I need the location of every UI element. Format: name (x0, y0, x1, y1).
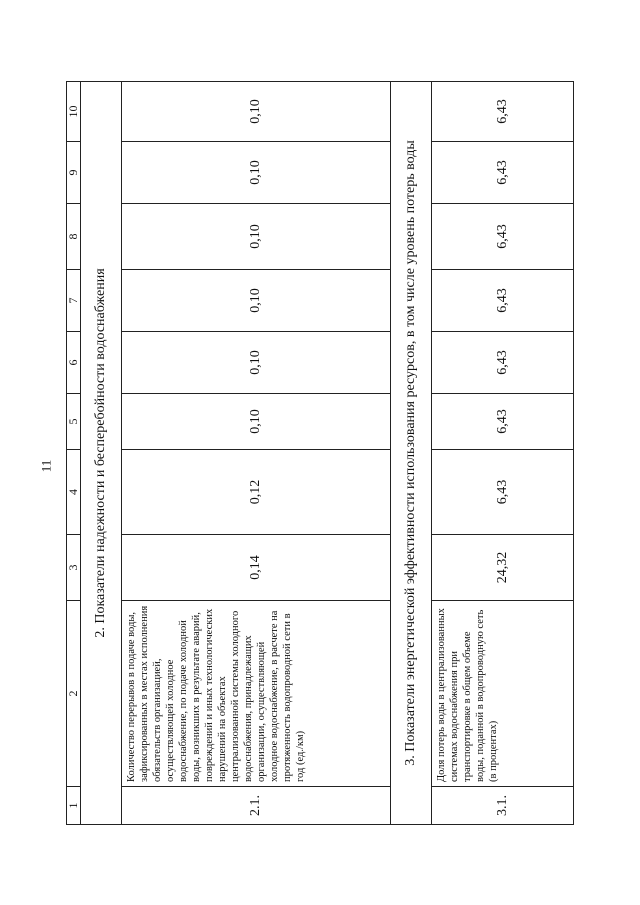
indicator-description: Доля потерь воды в централизованных системах водоснабжения при транспортировке в общем объеме воды, поданной в водопроводную сеть (в процентах) (432, 601, 574, 787)
page-number: 11 (38, 459, 54, 473)
indicator-value: 6,43 (432, 142, 574, 204)
indicator-value: 0,10 (122, 142, 391, 204)
indicator-value: 6,43 (432, 82, 574, 142)
col-number: 2 (67, 601, 81, 787)
section-3-row (391, 82, 432, 825)
indicator-value: 0,10 (122, 82, 391, 142)
column-number-row (67, 82, 81, 825)
indicator-value: 6,43 (432, 332, 574, 394)
col-number: 5 (67, 394, 81, 450)
indicator-value: 0,10 (122, 332, 391, 394)
indicator-value: 6,43 (432, 394, 574, 450)
indicator-value: 24,32 (432, 535, 574, 601)
section-3-title: 3. Показатели энергетической эффективности использования ресурсов, в том числе уровень потерь воды (391, 82, 432, 825)
indicator-value: 6,43 (432, 450, 574, 535)
indicators-table (66, 81, 574, 825)
col-number: 1 (67, 787, 81, 825)
indicator-value: 6,43 (432, 204, 574, 270)
col-number: 4 (67, 450, 81, 535)
table-row (122, 82, 391, 825)
col-number: 3 (67, 535, 81, 601)
indicator-value: 0,10 (122, 204, 391, 270)
indicator-description: Количество перерывов в подаче воды, зафиксированных в местах исполнения обязательств организацией, осуществляющей холодное водоснабжение, по подаче холодной воды, возникших в результате аварий, повреждений и иных технологических нарушений на объектах централизованной системы холодного водоснабжения, принадлежащих организации, осуществляющей холодное водоснабжение, в расчете на протяженность водопроводной сети в год (ед./км) (122, 601, 391, 787)
col-number: 8 (67, 204, 81, 270)
col-number: 10 (67, 82, 81, 142)
indicator-value: 0,10 (122, 270, 391, 332)
indicator-value: 6,43 (432, 270, 574, 332)
indicator-value: 0,14 (122, 535, 391, 601)
indicator-value: 0,10 (122, 394, 391, 450)
indicator-value: 0,12 (122, 450, 391, 535)
col-number: 6 (67, 332, 81, 394)
section-2-row (81, 82, 122, 825)
col-number: 7 (67, 270, 81, 332)
row-number: 2.1. (122, 787, 391, 825)
row-number: 3.1. (432, 787, 574, 825)
col-number: 9 (67, 142, 81, 204)
table-row (432, 82, 574, 825)
section-2-title: 2. Показатели надежности и бесперебойности водоснабжения (81, 82, 122, 825)
